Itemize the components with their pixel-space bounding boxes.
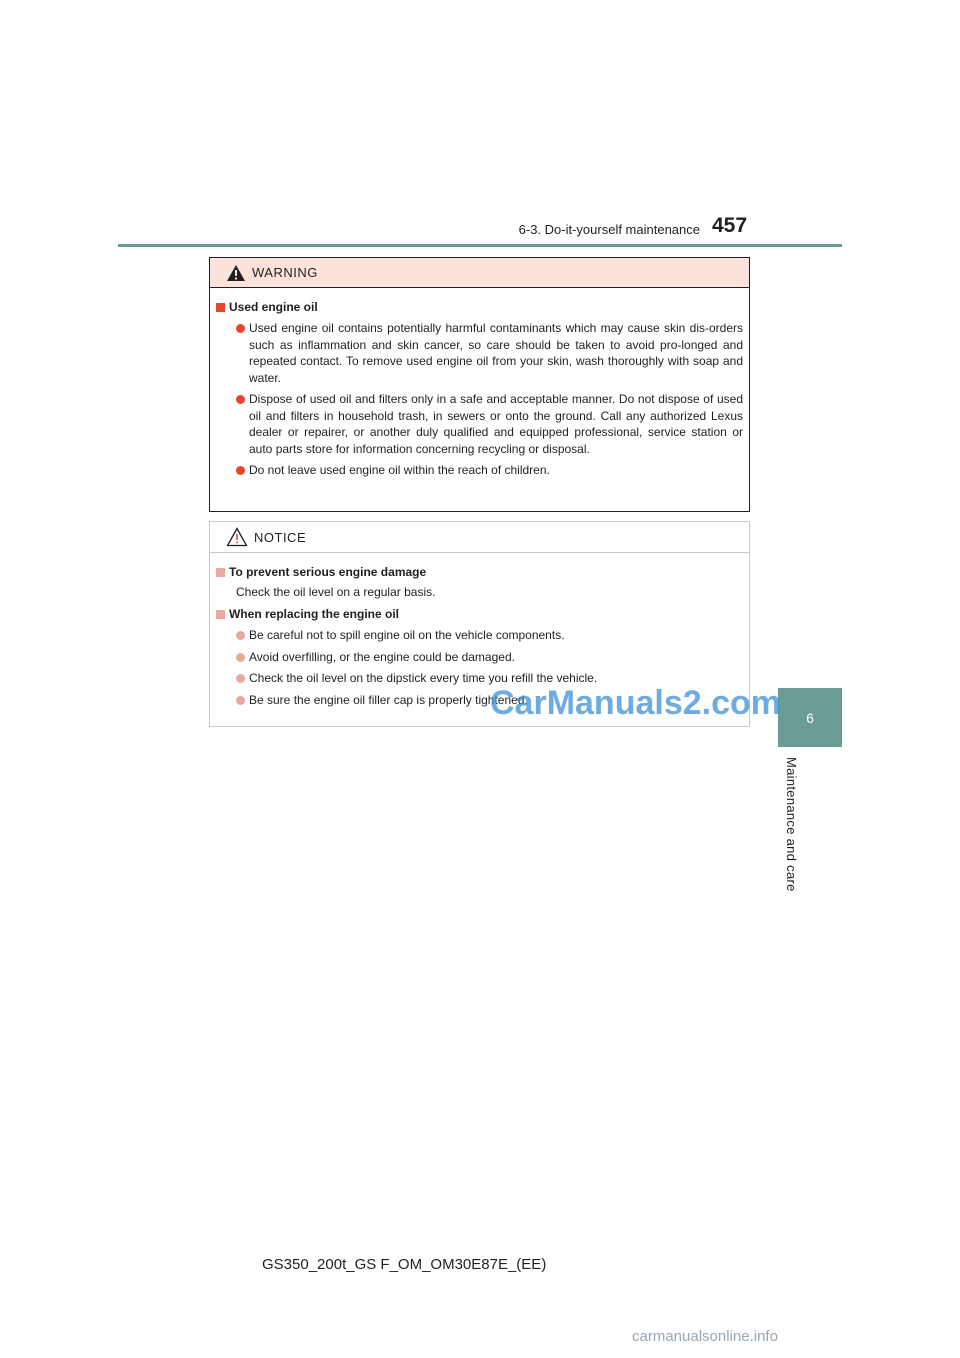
warning-box [209,257,750,512]
bullet-dot-icon [236,653,245,662]
notice-section-heading: When replacing the engine oil [216,607,743,621]
warning-triangle-icon [226,264,246,282]
notice-bullet: Avoid overfilling, or the engine could be damaged. [216,649,743,666]
notice-section-heading: To prevent serious engine damage [216,565,743,579]
bullet-dot-icon [236,466,245,475]
bullet-dot-icon [236,696,245,705]
chapter-number: 6 [806,709,814,726]
page-number: 457 [712,214,748,237]
warning-section-heading: Used engine oil [216,300,743,314]
watermark-logo: CarManuals2.com [490,684,781,722]
section-title: 6-3. Do-it-yourself maintenance [518,222,700,237]
notice-triangle-icon [226,527,248,547]
square-bullet-icon [216,303,225,312]
notice-bullet: Check the oil level on the dipstick every time you refill the vehicle. [216,670,743,687]
warning-bullet: Do not leave used engine oil within the reach of children. [216,462,743,479]
site-watermark: carmanualsonline.info [632,1328,778,1345]
warning-bullet: Dispose of used oil and filters only in a safe and acceptable manner. Do not dispose of used oil and filters in household trash, in sewers or onto the ground. Call any authorized Lexus dealer or repairer, or another duly qualified and equipped professional, service station or auto parts store for information concerning recycling or disposal. [216,391,743,457]
bullet-dot-icon [236,674,245,683]
warning-header [210,258,749,288]
notice-bullet: Be sure the engine oil filler cap is properly tightened. [216,692,743,709]
square-bullet-icon [216,610,225,619]
document-code: GS350_200t_GS F_OM_OM30E87E_(EE) [262,1256,547,1273]
chapter-tab[interactable] [778,688,842,747]
warning-bullet: Used engine oil contains potentially harmful contaminants which may cause skin dis-orders such as inflammation and skin cancer, so care should be taken to avoid pro-longed and repeated contact. To remove used engine oil from your skin, wash thoroughly with soap and water. [216,320,743,386]
notice-header [210,522,749,553]
notice-title: NOTICE [254,529,307,545]
header-rule [118,244,842,247]
bullet-dot-icon [236,324,245,333]
chapter-label: Maintenance and care [784,757,799,892]
bullet-dot-icon [236,631,245,640]
notice-text: Check the oil level on a regular basis. [236,585,436,599]
square-bullet-icon [216,568,225,577]
bullet-dot-icon [236,395,245,404]
warning-title: WARNING [252,265,318,280]
notice-bullet: Be careful not to spill engine oil on the vehicle components. [216,627,743,644]
